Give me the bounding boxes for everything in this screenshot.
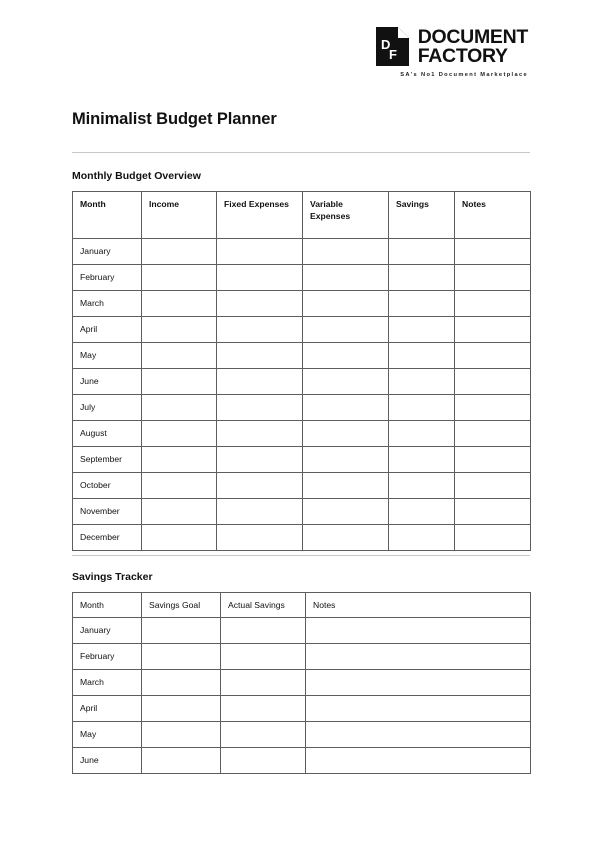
cell-month: March [73,670,142,696]
cell-month: May [73,343,142,369]
cell-notes[interactable] [306,618,531,644]
column-header-variable-expenses: Variable Expenses [303,192,389,239]
cell-fixed-expenses[interactable] [217,265,303,291]
column-header-notes: Notes [306,593,531,618]
cell-actual-savings[interactable] [221,722,306,748]
cell-fixed-expenses[interactable] [217,525,303,551]
cell-fixed-expenses[interactable] [217,499,303,525]
cell-notes[interactable] [306,670,531,696]
cell-variable-expenses[interactable] [303,525,389,551]
table-row [73,473,531,499]
cell-savings[interactable] [389,395,455,421]
cell-month: September [73,447,142,473]
divider-middle [72,555,530,556]
cell-income[interactable] [142,395,217,421]
cell-savings-goal[interactable] [142,748,221,774]
table-row [73,395,531,421]
cell-fixed-expenses[interactable] [217,395,303,421]
cell-income[interactable] [142,265,217,291]
cell-month: January [73,239,142,265]
cell-month: July [73,395,142,421]
cell-actual-savings[interactable] [221,644,306,670]
cell-notes[interactable] [455,291,531,317]
cell-variable-expenses[interactable] [303,499,389,525]
cell-variable-expenses[interactable] [303,291,389,317]
logo-tagline: SA's No1 Document Marketplace [400,72,528,78]
table-row [73,670,531,696]
logo-wordmark-line-2: FACTORY [417,44,508,67]
logo-wordmark-line-1: DOCUMENT [417,25,528,48]
cell-notes[interactable] [455,525,531,551]
divider-top [72,152,530,153]
cell-notes[interactable] [455,369,531,395]
cell-notes[interactable] [306,644,531,670]
cell-month: November [73,499,142,525]
cell-notes[interactable] [306,748,531,774]
cell-income[interactable] [142,473,217,499]
column-header-savings-goal: Savings Goal [142,593,221,618]
monthly-budget-table [72,191,531,551]
cell-actual-savings[interactable] [221,748,306,774]
brand-logo [376,27,528,78]
cell-savings[interactable] [389,499,455,525]
cell-month: February [73,265,142,291]
cell-month: June [73,369,142,395]
cell-month: October [73,473,142,499]
cell-notes[interactable] [455,317,531,343]
section-heading-budget: Monthly Budget Overview [72,170,201,182]
table-row [73,722,531,748]
table-row [73,265,531,291]
cell-savings[interactable] [389,473,455,499]
table-row [73,748,531,774]
table-row [73,369,531,395]
cell-income[interactable] [142,447,217,473]
cell-fixed-expenses[interactable] [217,239,303,265]
cell-fixed-expenses[interactable] [217,421,303,447]
cell-month: December [73,525,142,551]
table-row [73,618,531,644]
cell-income[interactable] [142,499,217,525]
cell-notes[interactable] [306,696,531,722]
table-row [73,525,531,551]
cell-notes[interactable] [455,421,531,447]
cell-month: March [73,291,142,317]
table-row [73,239,531,265]
table-header-row [73,192,531,239]
cell-variable-expenses[interactable] [303,473,389,499]
cell-income[interactable] [142,369,217,395]
cell-variable-expenses[interactable] [303,395,389,421]
cell-notes[interactable] [455,395,531,421]
cell-actual-savings[interactable] [221,670,306,696]
cell-actual-savings[interactable] [221,696,306,722]
logo-wordmark [417,25,528,67]
cell-month: April [73,317,142,343]
cell-savings-goal[interactable] [142,722,221,748]
cell-fixed-expenses[interactable] [217,447,303,473]
cell-variable-expenses[interactable] [303,239,389,265]
cell-fixed-expenses[interactable] [217,291,303,317]
column-header-income: Income [142,192,217,239]
cell-savings-goal[interactable] [142,644,221,670]
cell-variable-expenses[interactable] [303,343,389,369]
cell-notes[interactable] [455,239,531,265]
cell-savings-goal[interactable] [142,696,221,722]
cell-savings[interactable] [389,239,455,265]
cell-savings[interactable] [389,421,455,447]
cell-savings[interactable] [389,291,455,317]
cell-income[interactable] [142,239,217,265]
cell-savings[interactable] [389,265,455,291]
cell-month: June [73,748,142,774]
table-row [73,421,531,447]
cell-actual-savings[interactable] [221,618,306,644]
cell-income[interactable] [142,343,217,369]
cell-month: January [73,618,142,644]
logo-letter-d: D [380,37,391,52]
cell-month: May [73,722,142,748]
cell-income[interactable] [142,525,217,551]
cell-savings[interactable] [389,317,455,343]
column-header-savings: Savings [389,192,455,239]
cell-notes[interactable] [455,499,531,525]
table-row [73,447,531,473]
cell-income[interactable] [142,317,217,343]
cell-notes[interactable] [455,265,531,291]
table-row [73,644,531,670]
cell-income[interactable] [142,291,217,317]
cell-savings[interactable] [389,525,455,551]
cell-variable-expenses[interactable] [303,317,389,343]
document-page-icon [376,27,409,66]
cell-notes[interactable] [455,473,531,499]
column-header-fixed-expenses: Fixed Expenses [217,192,303,239]
page-title: Minimalist Budget Planner [72,110,277,128]
cell-income[interactable] [142,421,217,447]
cell-savings[interactable] [389,343,455,369]
cell-notes[interactable] [306,722,531,748]
section-heading-savings: Savings Tracker [72,571,153,583]
cell-notes[interactable] [455,447,531,473]
cell-variable-expenses[interactable] [303,421,389,447]
column-header-month: Month [73,192,142,239]
table-row [73,343,531,369]
cell-notes[interactable] [455,343,531,369]
table-row [73,291,531,317]
cell-fixed-expenses[interactable] [217,369,303,395]
cell-savings-goal[interactable] [142,670,221,696]
column-header-month: Month [73,593,142,618]
cell-fixed-expenses[interactable] [217,317,303,343]
cell-fixed-expenses[interactable] [217,343,303,369]
cell-variable-expenses[interactable] [303,265,389,291]
cell-savings[interactable] [389,447,455,473]
cell-fixed-expenses[interactable] [217,473,303,499]
table-header-row [73,593,531,618]
cell-variable-expenses[interactable] [303,447,389,473]
cell-savings-goal[interactable] [142,618,221,644]
logo-main-row [376,27,528,66]
cell-month: February [73,644,142,670]
table-row [73,317,531,343]
cell-month: August [73,421,142,447]
table-row [73,499,531,525]
column-header-notes: Notes [455,192,531,239]
savings-tracker-table [72,592,531,774]
logo-letter-f: F [388,47,397,62]
cell-variable-expenses[interactable] [303,369,389,395]
column-header-actual-savings: Actual Savings [221,593,306,618]
table-row [73,696,531,722]
cell-savings[interactable] [389,369,455,395]
cell-month: April [73,696,142,722]
